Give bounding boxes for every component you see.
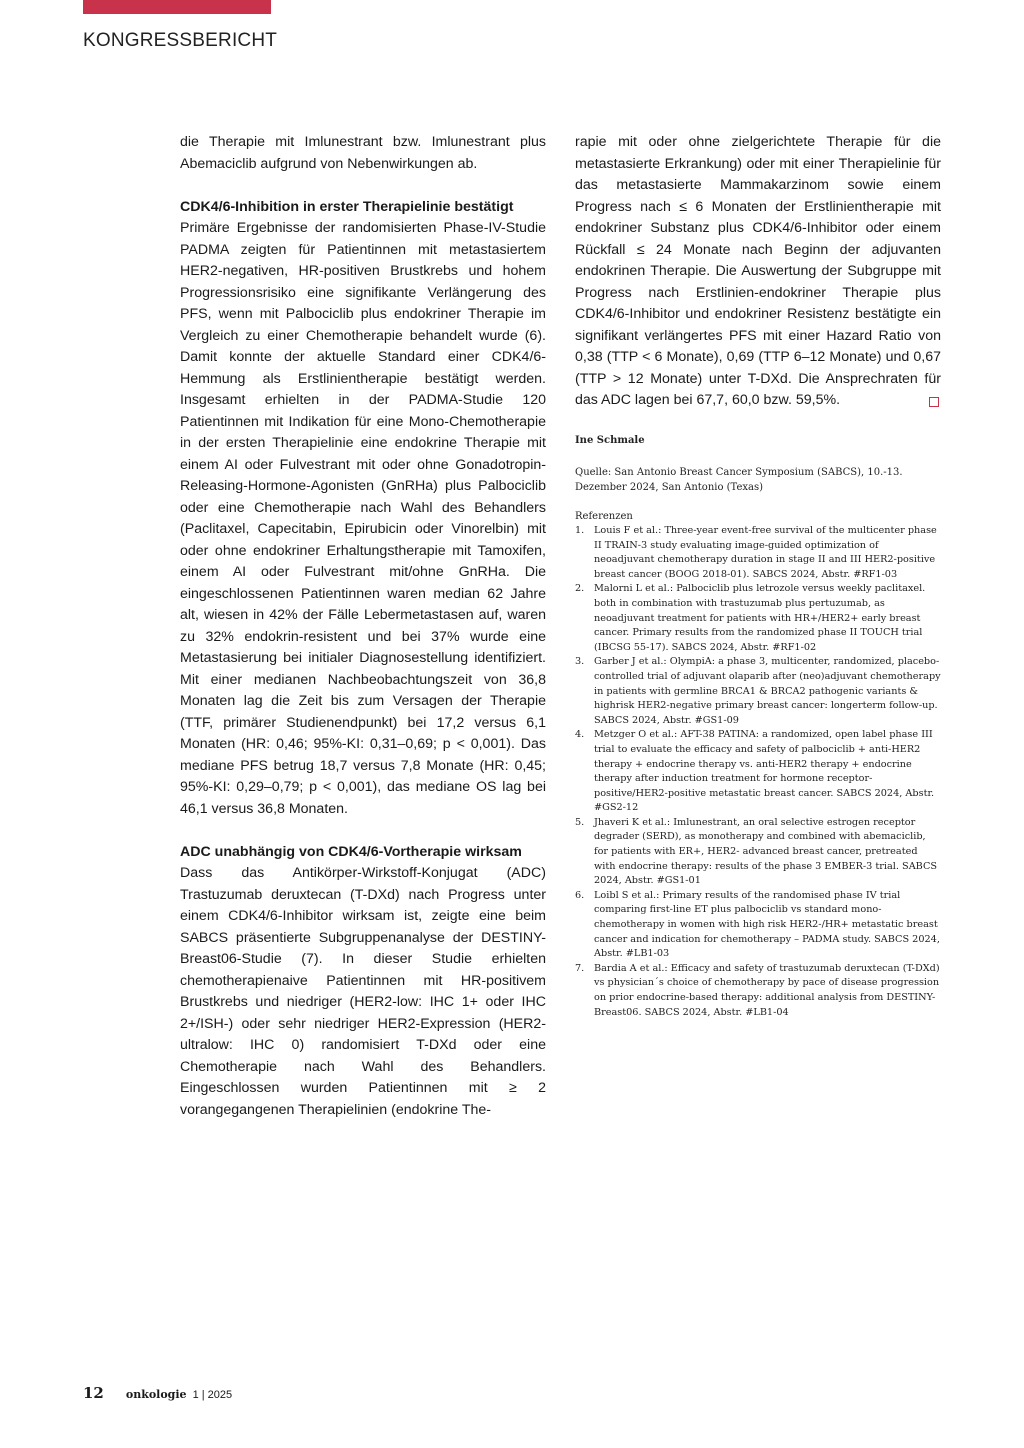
reference-number: 3. <box>575 656 585 668</box>
reference-number: 5. <box>575 816 585 828</box>
section-text-adc: Dass das Antikörper-Wirkstoff-Konjugat (ADC) Trastuzumab deruxtecan (T-DXd) nach Progress unter einem CDK4/6-Inhibitor wirksam ist, zeigte eine beim SABCS präsentierte Subgruppenanalyse der DESTINY-Breast06-Studie (7). In dieser Studie erhielten chemotherapienaive Patientinnen mit HR-positivem Brustkrebs und niedriger (HER2-low: IHC 1+ oder IHC 2+/ISH-) oder sehr niedriger HER2-Expression (HER2-ultralow: IHC 0) randomisiert T-DXd oder eine Chemotherapie nach Wahl des Behandlers. Eingeschlossen wurden Patientinnen mit ≥ 2 vorangegangenen Therapielinien (endokrine The- <box>180 865 546 1118</box>
reference-text: Jhaveri K et al.: Imlunestrant, an oral selective estrogen receptor degrader (SERD), as monotherapy and combined with abemaciclib, for patients with ER+, HER2- advanced breast cancer, pretreated with endocrine therapy: results of the phase 3 EMBER-3 trial. SABCS 2024, Abstr. #GS1-01 <box>594 816 938 887</box>
reference-number: 6. <box>575 889 585 901</box>
intro-paragraph: die Therapie mit Imlunestrant bzw. Imlunestrant plus Abemaciclib aufgrund von Nebenwirkungen ab. <box>180 134 546 172</box>
page-footer <box>83 1384 232 1402</box>
reference-text: Malorni L et al.: Palbociclib plus letrozole versus weekly paclitaxel. both in combination with trastuzumab plus pertuzumab, as neoadjuvant treatment for patients with HR+/HER2+ early breast cancer. Primary results from the randomized phase II TOUCH trial (IBCSG 55-17). SABCS 2024, Abstr. #RF1-02 <box>594 583 926 653</box>
references-title: Referenzen <box>575 511 633 522</box>
reference-number: 1. <box>575 525 585 536</box>
header-accent-bar <box>83 0 271 14</box>
reference-number: 4. <box>575 729 585 741</box>
section-heading-adc: ADC unabhängig von CDK4/6-Vortherapie wirksam <box>180 843 522 860</box>
end-of-article-icon <box>929 397 939 407</box>
reference-number: 7. <box>575 962 585 974</box>
continuation-text: rapie mit oder ohne zielgerichtete Therapie für die metastasierte Erkrankung) oder mit einer Therapielinie für das metastasierte Mammakarzinom sowie einem Progress nach ≤ 6 Monaten der Erstlinientherapie mit endokriner Substanz plus CDK4/6-Inhibitor oder einem Rückfall ≤ 24 Monate nach Beginn der adjuvanten endokrinen Therapie. Die Auswertung der Subgruppe mit Progress nach Erstlinien-endokriner Therapie plus CDK4/6-Inhibitor und endokriner Resistenz bestätigte ein signifikant verlängertes PFS mit einer Hazard Ratio von 0,38 (TTP < 6 Monate), 0,69 (TTP 6–12 Monate) und 0,67 (TTP > 12 Monate) unter T-DXd. Die Ansprechraten für das ADC lagen bei 67,7, 60,0 bzw. 59,5%. <box>575 134 941 408</box>
reference-text: Garber J et al.: OlympiA: a phase 3, multicenter, randomized, placebo-controlled trial of adjuvant olaparib after (neo)adjuvant chemotherapy in patients with germline BRCA1 & BRCA2 pathogenic variants & highrisk HER2-negative primary breast cancer: longerterm follow-up. SABCS 2024, Abstr. #GS1-09 <box>594 656 941 726</box>
reference-text: Bardia A et al.: Efficacy and safety of trastuzumab deruxtecan (T-DXd) vs physician´s choice of chemotherapy by pace of disease progression on prior endocrine-based therapy: additional analysis from DESTINY-Breast06. SABCS 2024, Abstr. #LB1-04 <box>594 962 940 1018</box>
reference-number: 2. <box>575 583 585 595</box>
reference-item <box>575 582 941 655</box>
references-list <box>575 524 941 1020</box>
source-note: Quelle: San Antonio Breast Cancer Symposium (SABCS), 10.-13. Dezember 2024, San Antonio (Texas) <box>575 467 903 493</box>
reference-text: Loibl S et al.: Primary results of the randomised phase IV trial comparing first-line ET plus palbociclib vs standard mono-chemotherapy in women with high risk HER2-/HR+ metastatic breast cancer and indication for chemotherapy – PADMA study. SABCS 2024, Abstr. #LB1-03 <box>594 889 940 960</box>
reference-item <box>575 655 941 728</box>
left-column <box>180 132 546 1121</box>
journal-name: onkologie <box>125 1388 187 1401</box>
section-text-cdk46: Primäre Ergebnisse der randomisierten Phase-IV-Studie PADMA zeigten für Patientinnen mit metastasiertem HER2-negativen, HR-positiven Brustkrebs und hohem Progressionsrisiko eine signifikante Verlängerung des PFS, wenn mit Palbociclib plus endokriner Therapie im Vergleich zu einer Chemotherapie behandelt wurde (6). Damit konnte der aktuelle Standard einer CDK4/6-Hemmung als Erstlinientherapie bestätigt werden. Insgesamt erhielten in der PADMA-Studie 120 Patientinnen mit Indikation für eine Mono-Chemotherapie in der ersten Therapielinie eine endokrine Therapie mit einem AI oder Fulvestrant mit oder ohne Gonadotropin-Releasing-Hormone-Agonisten (GnRHa) plus Palbociclib oder eine Chemotherapie nach Wahl des Behandlers (Paclitaxel, Capecitabin, Epirubicin oder Vinorelbin) mit oder ohne endokriner Erhaltungstherapie mit Tamoxifen, einem AI oder Fulvestrant mit/ohne GnRHa. Die eingeschlossenen Patientinnen waren median 62 Jahre alt, wiesen in 42% der Fälle Lebermetastasen auf, waren zu 32% endokrin-resistent und bei 37% wurde eine Metastasierung bei initialer Diagnosestellung identifiziert. Mit einer medianen Nachbeobachtungszeit von 36,8 Monaten lag die Zeit bis zum Versagen der Therapie (TTF, primärer Studienendpunkt) bei 17,2 versus 6,1 Monaten (HR: 0,46; 95%-KI: 0,31–0,69; p < 0,001). Das mediane PFS betrug 18,7 versus 7,8 Monate (HR: 0,45; 95%-KI: 0,29–0,79; p < 0,001), das mediane OS lag bei 46,1 versus 36,8 Monaten. <box>180 220 546 817</box>
section-heading-cdk46: CDK4/6-Inhibition in erster Therapielinie bestätigt <box>180 198 514 215</box>
author: Ine Schmale <box>575 434 645 446</box>
right-column <box>575 132 941 1020</box>
reference-item <box>575 816 941 889</box>
reference-item <box>575 889 941 962</box>
reference-item <box>575 524 941 582</box>
section-label: KONGRESSBERICHT <box>83 30 278 51</box>
issue-info: 1 | 2025 <box>192 1389 233 1401</box>
continuation-paragraph <box>575 132 941 412</box>
reference-item <box>575 962 941 1020</box>
reference-text: Metzger O et al.: AFT-38 PATINA: a randomized, open label phase III trial to evaluate the efficacy and safety of palbociclib + anti-HER2 therapy + endocrine therapy vs. anti-HER2 therapy + endocrine therapy after induction treatment for hormone receptor-positive/HER2-positive metastatic breast cancer. SABCS 2024, Abstr. #GS2-12 <box>594 729 935 814</box>
reference-text: Louis F et al.: Three-year event-free survival of the multicenter phase II TRAIN-3 study evaluating image-guided optimization of neoadjuvant chemotherapy duration in stage II and III HER2-positive breast cancer (BOOG 2018-01). SABCS 2024, Abstr. #RF1-03 <box>594 525 937 580</box>
page-number: 12 <box>83 1384 104 1402</box>
reference-item <box>575 728 941 816</box>
